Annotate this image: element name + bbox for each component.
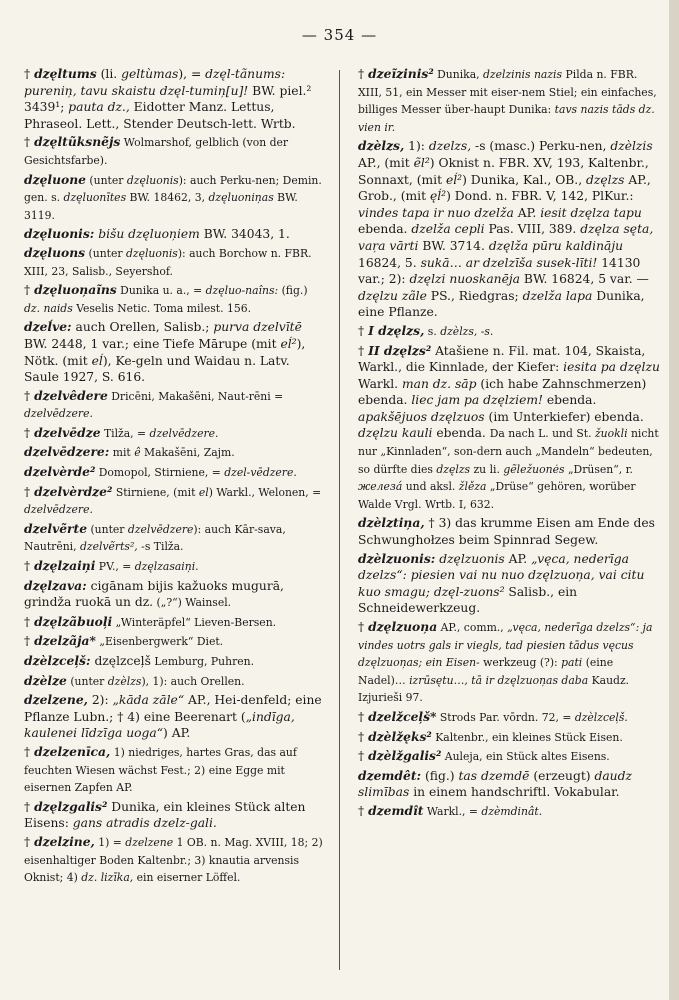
entry-text: „kāda zāle“ [112, 693, 185, 708]
entry-text: sukā… ar dzelzīša susek-līti! [420, 255, 598, 270]
entry-text: † [24, 425, 35, 440]
dictionary-entry [358, 138, 660, 321]
entry-headword: dzèlzs, [358, 138, 405, 154]
entry-text: BW. piel.² 3439¹; [24, 83, 312, 115]
entry-text: (eine Nadel)… [358, 656, 614, 687]
entry-text: ẽl² [413, 155, 430, 170]
entry-text: † [24, 799, 35, 814]
entry-text: AP., (mit [358, 155, 414, 170]
entry-headword: dzęlzuoņa [368, 619, 438, 634]
entry-headword: dzèlzuonis: [358, 550, 436, 566]
entry-text: apakšējuos dzęlzuos [358, 409, 485, 424]
entry-headword: dzelvèrdze² [34, 483, 113, 499]
dictionary-entry [358, 619, 660, 707]
entry-text: tas dzemdē [458, 768, 530, 783]
entry-headword: dzęlzgalis² [34, 798, 108, 814]
entry-text: Wolmarshof, gelblich (von der Gesichtsfarbe). [24, 136, 289, 167]
entry-text: PS., Riedgras; [426, 288, 523, 303]
entry-text: pati [561, 656, 583, 670]
entry-headword: dzęluoņaĩns [34, 282, 117, 298]
entry-headword: dzęltums [34, 66, 97, 81]
entry-text: dzèlzis [610, 139, 653, 154]
entry-text: (fig.) [421, 768, 459, 783]
entry-text: purva dzelvītē [213, 320, 302, 335]
entry-text: dzęlzuonis [439, 551, 505, 566]
entry-text: ): auch Borchow n. FBR. XIII, 23, Salisb., Seyershof. [24, 246, 312, 278]
entry-text: s. [424, 324, 441, 338]
entry-text: Warkl., = [423, 804, 482, 818]
entry-text: man dz. sāp [401, 376, 477, 391]
entry-text: eĺ² [280, 336, 297, 351]
entry-text: BW. 18462, 3, [126, 191, 209, 205]
entry-text: Pilda n. FBR. XIII, 51, ein Messer mit eiser-nem Stiel; ein einfaches, billiges Messer über-haupt Dunika: [358, 68, 657, 117]
entry-text: geltùmas [121, 67, 179, 81]
entry-text: † [358, 323, 369, 338]
entry-text: dzelzene [125, 835, 174, 849]
entry-text: BW. 3119. [24, 191, 298, 222]
entry-text: dzęlzceļš [94, 654, 151, 668]
entry-text: pauta dz., [68, 100, 130, 115]
entry-text: BW. 34043, 1. [199, 227, 290, 242]
entry-headword: dzèlze [24, 672, 67, 688]
entry-text: „Winteräpfel“ Lieven-Bersen. [112, 615, 277, 629]
entry-text: AP. [504, 551, 532, 566]
left-column [24, 66, 324, 889]
entry-text: žuokli [594, 427, 628, 441]
entry-text: AP., Hei-denfeld; eine Pflanze Lubn.; † 4) eine Beerenart ( [24, 693, 322, 724]
entry-text: dzęluoniņas [208, 191, 274, 205]
entry-headword: dzèlzceļš: [24, 653, 91, 668]
entry-text: Da nach L. und St. [489, 427, 595, 441]
entry-text: 1) niedriges, hartes Gras, das auf feuchten Wiesen wächst Fest.; 2) eine Egge mit eisernen Zapfen AP. [24, 745, 297, 795]
entry-text: dzęluonis [126, 173, 179, 187]
dictionary-entry [358, 768, 660, 801]
dictionary-entry [24, 464, 324, 482]
dictionary-entry [24, 444, 324, 462]
entry-text: Dricēni, Makašēni, Naut-rēni = [107, 389, 284, 403]
entry-text: Eidotter Manz. Lettus, Phraseol. Lett., Stender Deutsch-lett. Wrtb. [24, 100, 296, 131]
entry-text: 16824, 5. [358, 255, 421, 270]
dictionary-entry [24, 425, 324, 443]
entry-text: werkzeug (?): [479, 656, 562, 670]
entry-text: † [358, 343, 369, 358]
entry-text: ), Nötk. (mit [24, 336, 306, 368]
entry-text: dzęlzs [436, 462, 471, 476]
dictionary-entry [24, 673, 324, 691]
entry-headword: dzęlzaiņi [34, 558, 96, 574]
entry-text: † [358, 67, 369, 81]
entry-text: und aksl. [402, 480, 459, 494]
entry-text: izrūsętu…, tā ir dzęlzuoņas daba [409, 673, 589, 687]
entry-text: dz. lizīka, [81, 871, 134, 885]
entry-text: eĺ² [445, 172, 463, 187]
entry-headword: dzęltũksnẽjs [34, 134, 121, 150]
entry-headword: dzelvēdzere: [24, 444, 110, 460]
entry-text: Atašiene n. Fil. mat. 104, Skaista, Warkl., die Kinnlade, der Kiefer: [358, 343, 646, 375]
entry-text: dzęlzu kauli [358, 426, 433, 441]
entry-text: dzęlža pūru kaldināju [488, 238, 624, 253]
entry-text: (unter [85, 173, 127, 187]
entry-text: † [358, 803, 369, 818]
entry-text: AP. [513, 205, 541, 220]
dictionary-entry [358, 748, 660, 766]
dictionary-entry [24, 692, 324, 742]
entry-headword: dzęlzava: [24, 577, 87, 593]
entry-text: dzelvēdzere. [149, 426, 219, 440]
entry-headword: dzelvêdere [34, 387, 108, 403]
dictionary-entry [24, 388, 324, 423]
entry-headword: dzelžceļš* [368, 708, 437, 724]
entry-text: † 3) das krumme Eisen am Ende des Schwunghołzes beim Spinnrad Segew. [358, 516, 655, 548]
entry-text: (unter [66, 674, 108, 688]
page-number: — 354 — [301, 26, 378, 44]
entry-text: † [24, 614, 35, 629]
entry-headword: dzèlztiņa, [358, 515, 425, 531]
entry-text: Dunika u. a., = [116, 284, 206, 298]
entry-text: in einem handschriftl. Vokabular. [409, 785, 620, 800]
entry-text: dz. naids [24, 301, 73, 315]
entry-text: dzęluo-naîns: [205, 284, 279, 298]
entry-text: ), = [178, 67, 206, 81]
entry-text: „indīga, kaulenei līdzīga uoga“ [24, 709, 295, 741]
entry-text: dzelvēdzere [127, 522, 194, 536]
entry-text: ) Oknist n. FBR. XV, 193, Kaltenbr., Sonnaxt, (mit [358, 155, 649, 187]
entry-text: ebenda. [358, 222, 412, 237]
entry-text: („?“) Wainsel. [153, 596, 232, 610]
entry-text: Kaudz. Izjurieši 97. [358, 673, 630, 705]
dictionary-entry [358, 323, 660, 341]
entry-text: dzelvēdzere. [24, 407, 93, 421]
dictionary-entry [24, 799, 324, 832]
entry-text: Auleja, ein Stück altes Eisens. [441, 750, 610, 764]
dictionary-entry [24, 744, 324, 797]
entry-headword: dzèlžęks² [368, 728, 432, 744]
entry-text: Strods Par. vōrdn. 72, = [436, 710, 575, 724]
entry-text: ebenda. [432, 426, 490, 441]
entry-text: ęĺ² [429, 189, 447, 204]
entry-text: dzèlzs [107, 674, 142, 688]
entry-text: † [24, 744, 35, 759]
entry-text: dzęlzasaiņi. [134, 560, 199, 574]
entry-text: ): auch Perku-nen; Demin. gen. s. [24, 173, 322, 205]
entry-text: eĺ [91, 353, 103, 368]
entry-text: cigānam bijis kažuoks mugurā, grindža ruokā un dz. [24, 578, 284, 610]
entry-text: † [358, 620, 369, 634]
entry-text: daudz slimības [358, 768, 632, 800]
dictionary-entry [24, 614, 324, 632]
entry-headword: dzèlžgalis² [368, 748, 442, 764]
entry-text: ebenda. [543, 393, 597, 408]
entry-text: † [358, 709, 369, 724]
entry-text: (unter [87, 522, 128, 536]
entry-text: mit [109, 446, 135, 460]
entry-headword: dzeĩzinis² [368, 66, 434, 81]
entry-text: ein eiserner Löffel. [133, 871, 241, 885]
entry-text: dzęlza sęta, vaŗa vārti [358, 222, 654, 253]
entry-text: † [24, 484, 35, 499]
entry-text: AP., comm., [437, 621, 508, 634]
entry-text: BW. 3714. [418, 238, 489, 253]
entry-headword: dzelvẽrte [24, 520, 88, 536]
entry-text: Tilža, = [100, 426, 150, 440]
entry-text: tavs nazis tāds dz. vien ir. [358, 103, 655, 134]
entry-text: (unter [85, 246, 126, 260]
entry-text: dzèlzceļš. [574, 710, 628, 724]
dictionary-entry [358, 803, 660, 821]
entry-headword: II dzęlzs² [368, 342, 432, 358]
dictionary-entry [358, 66, 660, 136]
dictionary-entry [24, 633, 324, 651]
entry-text: (fig.) [278, 284, 308, 298]
entry-text: auch Orellen, Salisb.; [71, 320, 214, 335]
entry-text: dzęlzs [586, 172, 625, 187]
entry-text: ) Dond. n. FBR. V, 142, PlKur.: [446, 189, 634, 204]
entry-text: 1 OB. n. Mag. XVIII, 18; 2) eisenhaltiger Boden Kaltenbr.; 3) knautia arvensis Oknist; 4) [24, 835, 323, 885]
entry-text: dzęluonis [125, 246, 178, 260]
dictionary-entry [24, 521, 324, 556]
entry-text: dzelvēdzere. [24, 503, 93, 517]
entry-text: dzęlzu zãle [358, 288, 427, 303]
entry-text: 1): [404, 139, 429, 154]
entry-text: dzèlzs, -s. [440, 324, 494, 338]
entry-headword: dzelzene, [24, 692, 88, 708]
entry-text: Kaltenbr., ein kleines Stück Eisen. [431, 730, 623, 744]
dictionary-entry [358, 515, 660, 548]
entry-headword: dzęluons [24, 244, 86, 260]
entry-text: dzęl-tãnums: pureniņ, tavu skaistu dzęl-tumiņ[u]! [24, 67, 286, 98]
entry-headword: I dzęlzs, [368, 322, 425, 338]
entry-text: dzel-vēdzere. [224, 466, 297, 480]
entry-text: † [24, 834, 35, 849]
entry-text: † [24, 634, 35, 649]
entry-text: dzelzs, [428, 139, 472, 154]
entry-text: AP., Grob., (mit [358, 172, 651, 204]
entry-text: BW. 2448, 1 var.; eine Tiefe Mārupe (mit [24, 336, 281, 351]
dictionary-entry [24, 558, 324, 576]
entry-headword: dzemdêt: [358, 767, 422, 783]
entry-text: Dunika, eine Pflanze. [358, 288, 645, 320]
entry-text: железá [358, 480, 403, 494]
dictionary-entry [24, 226, 324, 243]
entry-text: (erzeugt) [529, 768, 595, 783]
column-divider [339, 70, 340, 970]
entry-text: dzęluonītes [63, 191, 127, 205]
entry-text: dzelvẽrts², [80, 540, 138, 554]
dictionary-entry [358, 551, 660, 617]
entry-text: Dunika, [433, 68, 484, 81]
entry-text: † [24, 283, 35, 298]
dictionary-entry [24, 484, 324, 519]
entry-text: liec jam pa dzęlziem! [411, 393, 543, 408]
entry-text: ) AP. [163, 726, 191, 741]
entry-text: † [24, 559, 35, 574]
entry-text: gẽležuonės [503, 462, 565, 476]
entry-text: PV., = [95, 560, 135, 574]
entry-headword: dzelvèrde² [24, 464, 96, 480]
entry-text: BW. 16824, 5 var. — [520, 272, 649, 287]
entry-text: ), Ke-geln und Waidau n. Latv. Saule 1927, S. 616. [24, 353, 290, 385]
entry-text: zu li. [470, 462, 504, 476]
dictionary-entry [358, 343, 660, 514]
entry-text: „Drüsen“, r. [564, 462, 633, 476]
dictionary-entry [24, 653, 324, 671]
entry-text: Domopol, Stirniene, = [95, 466, 225, 480]
dictionary-entry [24, 578, 324, 612]
entry-text: ) Dunika, Kal., OB., [462, 172, 587, 187]
entry-text: Makašēni, Zajm. [140, 446, 235, 460]
entry-text: Lemburg, Puhren. [150, 655, 255, 668]
entry-text: dzelža cepli [411, 222, 485, 237]
dictionary-entry [24, 319, 324, 385]
entry-text: † [24, 67, 35, 81]
entry-text: (im Unterkiefer) ebenda. [484, 409, 644, 424]
entry-headword: dzelvēdze [34, 424, 101, 440]
entry-headword: dzęluonis: [24, 226, 95, 242]
entry-text: ê [134, 446, 141, 460]
dictionary-entry [358, 729, 660, 747]
dictionary-entry [24, 245, 324, 280]
entry-text: -s (masc.) Perku-nen, [471, 139, 611, 154]
entry-headword: dzemdît [368, 802, 424, 818]
entry-headword: dzelzãja* [34, 633, 96, 649]
entry-text: „vęca, nederīga dzelzs“: ja vindes uotrs gals ir viegls, tad piesien tādus vęcus dzęlzuoņas; ein Eisen- [358, 621, 653, 670]
entry-headword: dzelzenīca, [34, 743, 111, 759]
entry-text: † [24, 135, 35, 150]
entry-text: bišu dzęluoņiem [98, 227, 200, 242]
entry-text: † [358, 729, 369, 744]
entry-text: (li. [96, 67, 122, 81]
entry-text: gans atradis dzelz-gali. [72, 816, 217, 831]
entry-headword: dzelzine, [34, 833, 95, 849]
dictionary-entry [358, 709, 660, 727]
entry-text: dzelzinis nazis [483, 68, 563, 81]
entry-text: -s Tilža. [137, 540, 184, 554]
entry-text: Salisb., ein Schneidewerkzeug. [358, 584, 578, 616]
entry-text: vindes tapa ir nuo dzelža [358, 205, 514, 220]
entry-text: Warkl. [358, 376, 402, 391]
entry-text: „vęca, nederīga dzelzs“: piesien vai nu nuo dzęlzuoņa, vai citu kuo smagu; dzęl-zuons² [358, 551, 645, 599]
entry-text: 1) = [94, 835, 126, 849]
entry-text: nicht nur „Kinnladen“, son-dern auch „Mandeln“ bedeuten, so dürfte dies [358, 427, 659, 476]
entry-text: žlěza [458, 480, 487, 494]
entry-text: dzèmdinât. [481, 804, 543, 818]
entry-headword: dzęlzãbuoļi [34, 613, 113, 629]
entry-text: Dunika, ein kleines Stück alten Eisens: [24, 799, 306, 831]
dictionary-entry [24, 134, 324, 169]
entry-text: iesit dzęlza tapu [540, 205, 642, 220]
entry-text: (ich habe Zahnschmerzen) ebenda. [358, 376, 647, 408]
entry-text: ) Warkl., Welonen, = [208, 485, 322, 499]
entry-text: † [24, 388, 35, 403]
entry-text: el [198, 485, 209, 499]
entry-text: „Drüse“ gehören, worüber Walde Vrgl. Wrtb. I, 632. [358, 480, 636, 511]
entry-headword: dzęluone [24, 171, 86, 187]
entry-text: dzelža lapa [522, 288, 593, 303]
entry-text: Veselis Netic. Toma milest. 156. [72, 301, 252, 315]
entry-text: Stirniene, (mit [112, 485, 199, 499]
entry-text: † [358, 749, 369, 764]
entry-headword: dzeĺve: [24, 319, 72, 335]
entry-text: „Eisenbergwerk“ Diet. [95, 635, 224, 649]
entry-text: ): auch Kār-sava, Nautrēni, [24, 522, 286, 554]
dictionary-entry [24, 834, 324, 887]
dictionary-entry [24, 66, 324, 132]
entry-text: dzęlzi nuoskanēja [409, 272, 521, 287]
dictionary-entry [24, 172, 324, 225]
entry-text: iesita pa dzęlzu [563, 360, 660, 375]
entry-text: 2): [87, 693, 113, 708]
entry-text: Pas. VIII, 389. [484, 222, 581, 237]
page-edge [669, 0, 679, 1000]
right-column [358, 66, 660, 823]
dictionary-entry [24, 282, 324, 317]
entry-text: 14130 var.; 2): [358, 255, 641, 287]
entry-text: ), 1): auch Orellen. [141, 674, 245, 688]
